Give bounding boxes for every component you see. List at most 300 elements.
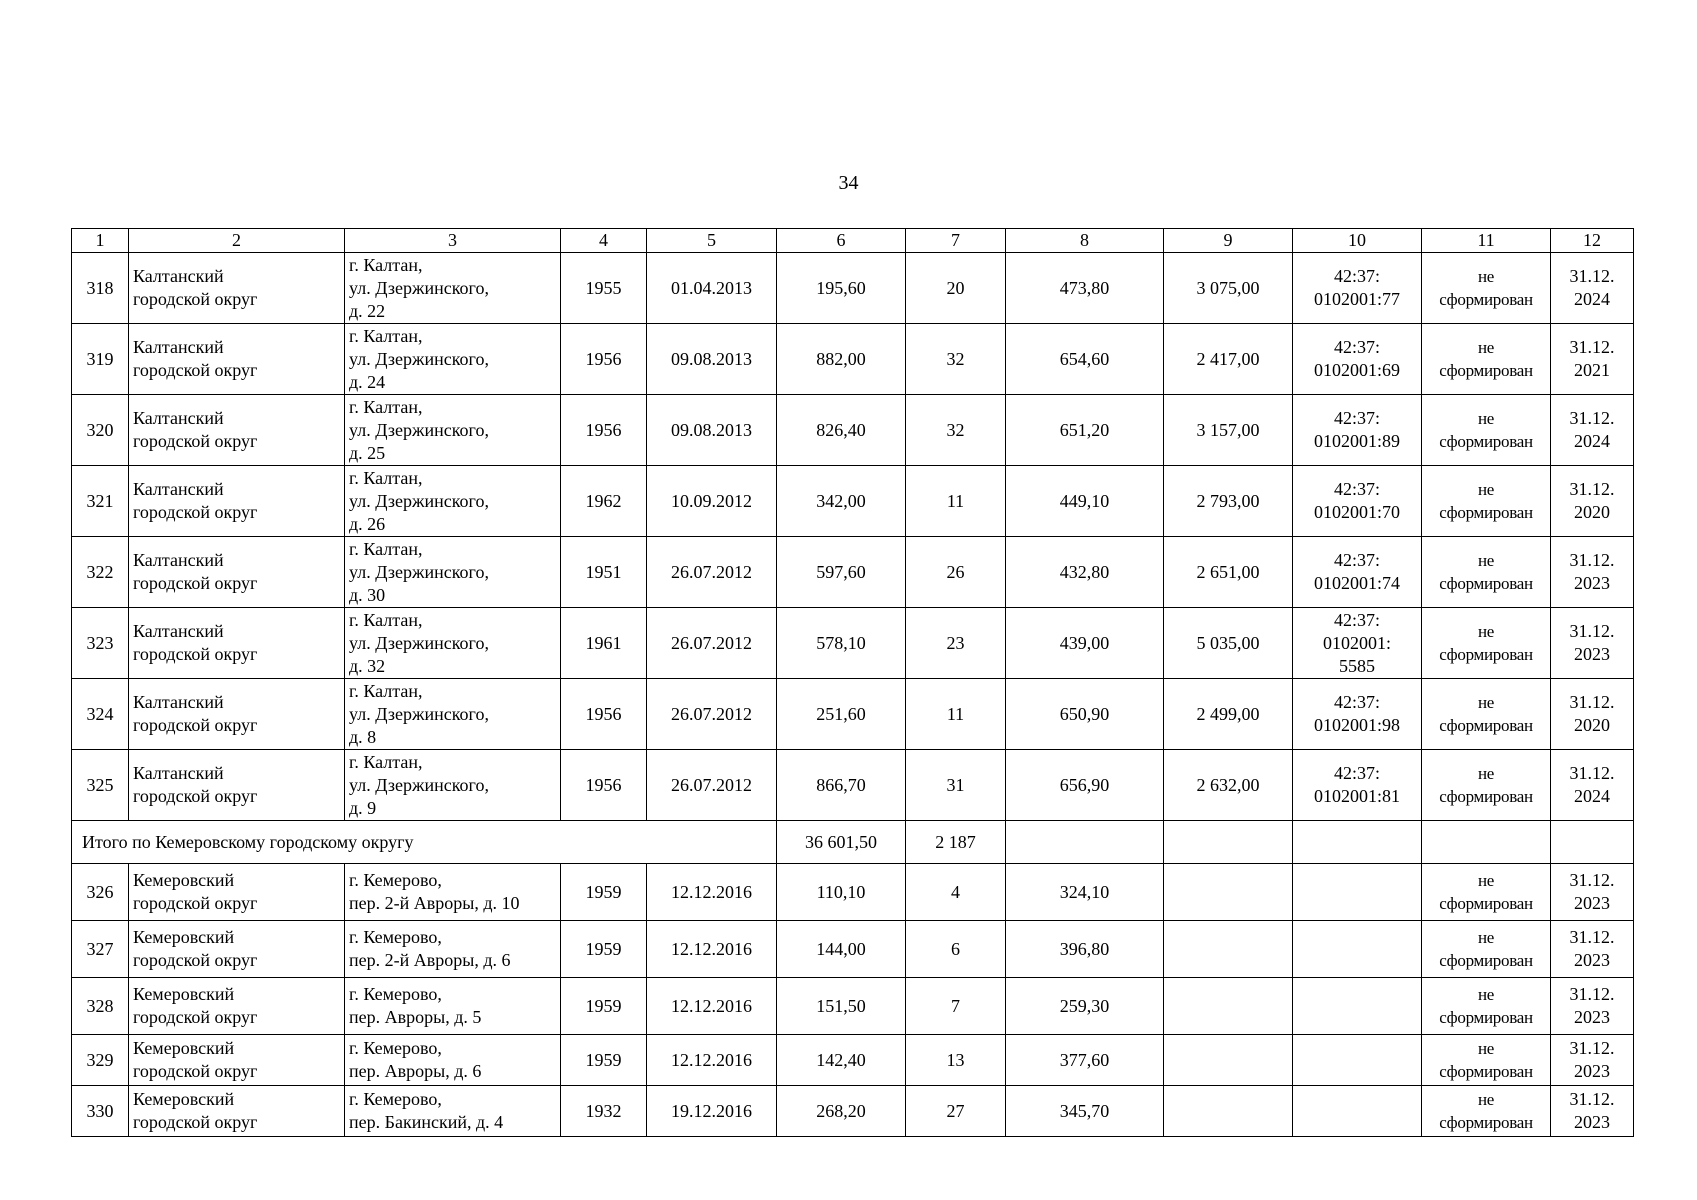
- land-status-cell: [1422, 466, 1551, 537]
- cadastral-number-cell: [1293, 978, 1422, 1035]
- land-status-cell: [1422, 750, 1551, 821]
- table-row: [72, 324, 1634, 395]
- deadline-cell-line: 2023: [1574, 950, 1610, 970]
- land-area-cell: 324,10: [1006, 864, 1164, 921]
- land-area-cell: 377,60: [1006, 1035, 1164, 1086]
- land-area-cell: 651,20: [1006, 395, 1164, 466]
- cadastral-number-cell-line: 0102001:70: [1313, 502, 1400, 522]
- area-cell: 826,40: [777, 395, 906, 466]
- land-status-cell-line: не: [1477, 1090, 1495, 1109]
- year-built-cell: 1955: [561, 253, 647, 324]
- deadline-cell-line: 2024: [1574, 289, 1610, 309]
- municipality-cell-line: Калтанский: [133, 408, 224, 428]
- land-status-cell-line: не: [1477, 622, 1495, 641]
- municipality-cell-line: городской округ: [133, 786, 258, 806]
- column-header: 3: [345, 229, 561, 253]
- area-cell: 151,50: [777, 978, 906, 1035]
- land-status-cell: [1422, 1086, 1551, 1137]
- area-cell: 882,00: [777, 324, 906, 395]
- address-cell-line: д. 9: [349, 797, 377, 818]
- housing-register-table: [71, 228, 1634, 1137]
- municipality-cell: [129, 750, 345, 821]
- land-area-cell: 473,80: [1006, 253, 1164, 324]
- municipality-cell: [129, 608, 345, 679]
- municipality-cell-line: Калтанский: [133, 763, 224, 783]
- total-residents: 2 187: [906, 821, 1006, 864]
- deadline-cell-line: 2024: [1574, 786, 1610, 806]
- deadline-cell-line: 31.12.: [1569, 870, 1615, 890]
- cadastral-number-cell-line: 42:37:: [1333, 692, 1380, 712]
- deadline-cell: [1551, 679, 1634, 750]
- address-cell-line: г. Калтан,: [349, 751, 423, 772]
- row-number: 320: [72, 395, 129, 466]
- deadline-cell-line: 31.12.: [1569, 337, 1615, 357]
- municipality-cell-line: Кемеровский: [133, 1038, 235, 1058]
- address-cell-line: д. 30: [349, 584, 386, 605]
- table-row: [72, 537, 1634, 608]
- municipality-cell-line: городской округ: [133, 289, 258, 309]
- table-row: [72, 679, 1634, 750]
- municipality-cell-line: городской округ: [133, 360, 258, 380]
- residents-cell: 4: [906, 864, 1006, 921]
- land-status-cell-line: сформирован: [1439, 894, 1533, 913]
- column-header: 6: [777, 229, 906, 253]
- row-number: 329: [72, 1035, 129, 1086]
- land-status-cell-line: не: [1477, 409, 1495, 428]
- municipality-cell: [129, 978, 345, 1035]
- municipality-cell: [129, 679, 345, 750]
- cadastral-number-cell-line: 42:37:: [1333, 479, 1380, 499]
- area-cell: 342,00: [777, 466, 906, 537]
- land-status-cell-line: не: [1477, 551, 1495, 570]
- land-status-cell-line: не: [1477, 928, 1495, 947]
- municipality-cell-line: городской округ: [133, 573, 258, 593]
- empty-cell: [1551, 821, 1634, 864]
- address-cell-line: г. Калтан,: [349, 254, 423, 275]
- land-status-cell-line: сформирован: [1439, 361, 1533, 380]
- cadastral-number-cell: [1293, 750, 1422, 821]
- cadastral-number-cell-line: 0102001:89: [1313, 431, 1400, 451]
- address-cell-line: ул. Дзержинского,: [349, 277, 489, 298]
- date-cell: 12.12.2016: [647, 864, 777, 921]
- cadastral-number-cell-line: 5585: [1339, 655, 1375, 676]
- municipality-cell-line: Калтанский: [133, 621, 224, 641]
- municipality-cell-line: городской округ: [133, 644, 258, 664]
- cadastral-number-cell-line: 42:37:: [1333, 266, 1380, 286]
- deadline-cell: [1551, 395, 1634, 466]
- year-built-cell: 1932: [561, 1086, 647, 1137]
- address-cell: [345, 395, 561, 466]
- municipality-cell-line: городской округ: [133, 431, 258, 451]
- year-built-cell: 1959: [561, 1035, 647, 1086]
- deadline-cell-line: 2023: [1574, 1112, 1610, 1132]
- land-status-cell-line: сформирован: [1439, 290, 1533, 309]
- address-cell: [345, 466, 561, 537]
- deadline-cell-line: 2023: [1574, 573, 1610, 593]
- column-number-row: [72, 229, 1634, 253]
- address-cell-line: г. Калтан,: [349, 538, 423, 559]
- area-cell: 142,40: [777, 1035, 906, 1086]
- total-area: 36 601,50: [777, 821, 906, 864]
- column-header: 4: [561, 229, 647, 253]
- table-row: [72, 921, 1634, 978]
- deadline-cell: [1551, 537, 1634, 608]
- cost-cell: 5 035,00: [1164, 608, 1293, 679]
- year-built-cell: 1956: [561, 750, 647, 821]
- address-cell-line: г. Кемерово,: [349, 1038, 442, 1058]
- row-number: 330: [72, 1086, 129, 1137]
- area-cell: 195,60: [777, 253, 906, 324]
- cadastral-number-cell: [1293, 608, 1422, 679]
- date-cell: 10.09.2012: [647, 466, 777, 537]
- cadastral-number-cell: [1293, 864, 1422, 921]
- address-cell-line: г. Кемерово,: [349, 1089, 442, 1109]
- deadline-cell-line: 31.12.: [1569, 479, 1615, 499]
- address-cell-line: г. Кемерово,: [349, 984, 442, 1004]
- empty-cell: [1293, 821, 1422, 864]
- row-number: 318: [72, 253, 129, 324]
- cost-cell: [1164, 1035, 1293, 1086]
- deadline-cell: [1551, 750, 1634, 821]
- address-cell: [345, 1086, 561, 1137]
- cadastral-number-cell: [1293, 679, 1422, 750]
- date-cell: 26.07.2012: [647, 679, 777, 750]
- residents-cell: 23: [906, 608, 1006, 679]
- cost-cell: 2 632,00: [1164, 750, 1293, 821]
- address-cell-line: ул. Дзержинского,: [349, 632, 489, 653]
- table-row: [72, 253, 1634, 324]
- residents-cell: 32: [906, 395, 1006, 466]
- address-cell-line: г. Кемерово,: [349, 870, 442, 890]
- area-cell: 251,60: [777, 679, 906, 750]
- date-cell: 09.08.2013: [647, 395, 777, 466]
- municipality-cell: [129, 253, 345, 324]
- year-built-cell: 1956: [561, 395, 647, 466]
- land-area-cell: 345,70: [1006, 1086, 1164, 1137]
- deadline-cell-line: 2021: [1574, 360, 1610, 380]
- address-cell: [345, 1035, 561, 1086]
- table-row: [72, 978, 1634, 1035]
- cost-cell: 3 075,00: [1164, 253, 1293, 324]
- date-cell: 01.04.2013: [647, 253, 777, 324]
- cadastral-number-cell: [1293, 395, 1422, 466]
- cadastral-number-cell-line: 42:37:: [1333, 763, 1380, 783]
- municipality-cell: [129, 1035, 345, 1086]
- address-cell-line: г. Калтан,: [349, 609, 423, 630]
- table-row: [72, 395, 1634, 466]
- land-status-cell-line: не: [1477, 1039, 1495, 1058]
- cadastral-number-cell: [1293, 921, 1422, 978]
- land-status-cell-line: не: [1477, 985, 1495, 1004]
- land-status-cell-line: сформирован: [1439, 1008, 1533, 1027]
- municipality-cell: [129, 395, 345, 466]
- year-built-cell: 1956: [561, 679, 647, 750]
- address-cell: [345, 921, 561, 978]
- area-cell: 110,10: [777, 864, 906, 921]
- municipality-cell: [129, 921, 345, 978]
- deadline-cell-line: 31.12.: [1569, 408, 1615, 428]
- deadline-cell-line: 31.12.: [1569, 763, 1615, 783]
- row-number: 327: [72, 921, 129, 978]
- cadastral-number-cell-line: 42:37:: [1333, 550, 1380, 570]
- land-area-cell: 432,80: [1006, 537, 1164, 608]
- year-built-cell: 1959: [561, 978, 647, 1035]
- land-status-cell-line: не: [1477, 480, 1495, 499]
- table-row: [72, 608, 1634, 679]
- table-row: [72, 1086, 1634, 1137]
- cadastral-number-cell: [1293, 1086, 1422, 1137]
- deadline-cell-line: 31.12.: [1569, 266, 1615, 286]
- row-number: 321: [72, 466, 129, 537]
- address-cell-line: д. 25: [349, 442, 386, 463]
- deadline-cell: [1551, 978, 1634, 1035]
- address-cell-line: г. Калтан,: [349, 467, 423, 488]
- cadastral-number-cell: [1293, 253, 1422, 324]
- land-status-cell-line: сформирован: [1439, 951, 1533, 970]
- deadline-cell: [1551, 324, 1634, 395]
- empty-cell: [1006, 821, 1164, 864]
- area-cell: 866,70: [777, 750, 906, 821]
- land-status-cell: [1422, 537, 1551, 608]
- municipality-cell: [129, 466, 345, 537]
- table-row: [72, 466, 1634, 537]
- total-row: [72, 821, 1634, 864]
- year-built-cell: 1951: [561, 537, 647, 608]
- address-cell-line: ул. Дзержинского,: [349, 419, 489, 440]
- deadline-cell: [1551, 1086, 1634, 1137]
- total-label: Итого по Кемеровскому городскому округу: [72, 821, 777, 864]
- date-cell: 12.12.2016: [647, 978, 777, 1035]
- municipality-cell-line: Калтанский: [133, 692, 224, 712]
- land-status-cell-line: сформирован: [1439, 1113, 1533, 1132]
- cadastral-number-cell-line: 0102001:77: [1313, 289, 1400, 309]
- column-header: 9: [1164, 229, 1293, 253]
- deadline-cell-line: 31.12.: [1569, 984, 1615, 1004]
- municipality-cell-line: Кемеровский: [133, 1089, 235, 1109]
- row-number: 323: [72, 608, 129, 679]
- deadline-cell-line: 31.12.: [1569, 1038, 1615, 1058]
- cadastral-number-cell: [1293, 466, 1422, 537]
- land-status-cell-line: не: [1477, 871, 1495, 890]
- address-cell-line: д. 32: [349, 655, 386, 676]
- address-cell: [345, 324, 561, 395]
- cadastral-number-cell: [1293, 324, 1422, 395]
- address-cell: [345, 750, 561, 821]
- residents-cell: 6: [906, 921, 1006, 978]
- land-status-cell: [1422, 324, 1551, 395]
- address-cell-line: пер. Бакинский, д. 4: [349, 1112, 504, 1132]
- row-number: 322: [72, 537, 129, 608]
- municipality-cell-line: городской округ: [133, 893, 258, 913]
- row-number: 324: [72, 679, 129, 750]
- address-cell: [345, 864, 561, 921]
- cadastral-number-cell-line: 0102001:: [1322, 632, 1391, 653]
- cadastral-number-cell-line: 42:37:: [1333, 609, 1380, 630]
- land-status-cell-line: сформирован: [1439, 503, 1533, 522]
- address-cell-line: ул. Дзержинского,: [349, 774, 489, 795]
- address-cell-line: г. Калтан,: [349, 396, 423, 417]
- land-status-cell: [1422, 864, 1551, 921]
- deadline-cell-line: 31.12.: [1569, 927, 1615, 947]
- year-built-cell: 1962: [561, 466, 647, 537]
- area-cell: 578,10: [777, 608, 906, 679]
- land-status-cell-line: не: [1477, 764, 1495, 783]
- address-cell: [345, 537, 561, 608]
- land-area-cell: 439,00: [1006, 608, 1164, 679]
- cadastral-number-cell: [1293, 1035, 1422, 1086]
- address-cell-line: г. Калтан,: [349, 325, 423, 346]
- residents-cell: 32: [906, 324, 1006, 395]
- deadline-cell: [1551, 253, 1634, 324]
- area-cell: 144,00: [777, 921, 906, 978]
- cost-cell: 2 499,00: [1164, 679, 1293, 750]
- land-status-cell-line: сформирован: [1439, 432, 1533, 451]
- row-number: 325: [72, 750, 129, 821]
- municipality-cell: [129, 864, 345, 921]
- land-status-cell-line: не: [1477, 338, 1495, 357]
- municipality-cell: [129, 1086, 345, 1137]
- residents-cell: 27: [906, 1086, 1006, 1137]
- column-header: 10: [1293, 229, 1422, 253]
- land-status-cell-line: сформирован: [1439, 787, 1533, 806]
- residents-cell: 20: [906, 253, 1006, 324]
- deadline-cell-line: 2023: [1574, 1007, 1610, 1027]
- deadline-cell-line: 2020: [1574, 502, 1610, 522]
- cost-cell: 3 157,00: [1164, 395, 1293, 466]
- municipality-cell-line: городской округ: [133, 715, 258, 735]
- residents-cell: 11: [906, 679, 1006, 750]
- address-cell-line: ул. Дзержинского,: [349, 561, 489, 582]
- land-status-cell-line: не: [1477, 267, 1495, 286]
- date-cell: 12.12.2016: [647, 1035, 777, 1086]
- kemerovo-rows: [72, 864, 1634, 1137]
- column-header: 5: [647, 229, 777, 253]
- residents-cell: 11: [906, 466, 1006, 537]
- land-status-cell: [1422, 253, 1551, 324]
- deadline-cell: [1551, 864, 1634, 921]
- municipality-cell-line: городской округ: [133, 1061, 258, 1081]
- cadastral-number-cell-line: 42:37:: [1333, 408, 1380, 428]
- municipality-cell-line: городской округ: [133, 1112, 258, 1132]
- table-row: [72, 750, 1634, 821]
- date-cell: 26.07.2012: [647, 537, 777, 608]
- address-cell: [345, 978, 561, 1035]
- table-row: [72, 864, 1634, 921]
- municipality-cell-line: городской округ: [133, 502, 258, 522]
- municipality-cell-line: Кемеровский: [133, 984, 235, 1004]
- column-header: 1: [72, 229, 129, 253]
- cadastral-number-cell-line: 42:37:: [1333, 337, 1380, 357]
- cadastral-number-cell-line: 0102001:74: [1313, 573, 1400, 593]
- land-status-cell-line: сформирован: [1439, 574, 1533, 593]
- land-status-cell-line: не: [1477, 693, 1495, 712]
- municipality-cell: [129, 537, 345, 608]
- municipality-cell-line: Калтанский: [133, 550, 224, 570]
- column-header: 7: [906, 229, 1006, 253]
- deadline-cell-line: 31.12.: [1569, 621, 1615, 641]
- address-cell-line: д. 24: [349, 371, 386, 392]
- deadline-cell-line: 2023: [1574, 1061, 1610, 1081]
- deadline-cell: [1551, 466, 1634, 537]
- empty-cell: [1164, 821, 1293, 864]
- municipality-cell-line: городской округ: [133, 1007, 258, 1027]
- residents-cell: 7: [906, 978, 1006, 1035]
- residents-cell: 13: [906, 1035, 1006, 1086]
- municipality-cell-line: городской округ: [133, 950, 258, 970]
- land-status-cell-line: сформирован: [1439, 645, 1533, 664]
- deadline-cell: [1551, 1035, 1634, 1086]
- year-built-cell: 1959: [561, 921, 647, 978]
- deadline-cell-line: 2020: [1574, 715, 1610, 735]
- cost-cell: [1164, 1086, 1293, 1137]
- address-cell-line: пер. Авроры, д. 6: [349, 1061, 482, 1081]
- cadastral-number-cell-line: 0102001:81: [1313, 786, 1400, 806]
- address-cell-line: г. Калтан,: [349, 680, 423, 701]
- deadline-cell: [1551, 921, 1634, 978]
- column-header: 11: [1422, 229, 1551, 253]
- address-cell-line: д. 8: [349, 726, 377, 747]
- municipality-cell: [129, 324, 345, 395]
- deadline-cell-line: 2023: [1574, 644, 1610, 664]
- address-cell-line: пер. 2-й Авроры, д. 10: [349, 893, 520, 913]
- land-status-cell: [1422, 921, 1551, 978]
- residents-cell: 31: [906, 750, 1006, 821]
- address-cell-line: ул. Дзержинского,: [349, 490, 489, 511]
- land-area-cell: 654,60: [1006, 324, 1164, 395]
- area-cell: 597,60: [777, 537, 906, 608]
- row-number: 319: [72, 324, 129, 395]
- year-built-cell: 1961: [561, 608, 647, 679]
- date-cell: 12.12.2016: [647, 921, 777, 978]
- column-header: 8: [1006, 229, 1164, 253]
- page-number: 34: [838, 172, 859, 194]
- deadline-cell: [1551, 608, 1634, 679]
- row-number: 328: [72, 978, 129, 1035]
- address-cell-line: г. Кемерово,: [349, 927, 442, 947]
- column-header: 12: [1551, 229, 1634, 253]
- address-cell: [345, 253, 561, 324]
- land-status-cell-line: сформирован: [1439, 1062, 1533, 1081]
- deadline-cell-line: 2023: [1574, 893, 1610, 913]
- cost-cell: 2 651,00: [1164, 537, 1293, 608]
- land-status-cell-line: сформирован: [1439, 716, 1533, 735]
- year-built-cell: 1959: [561, 864, 647, 921]
- row-number: 326: [72, 864, 129, 921]
- cost-cell: [1164, 978, 1293, 1035]
- total-section: [72, 821, 1634, 864]
- land-status-cell: [1422, 679, 1551, 750]
- cadastral-number-cell-line: 0102001:98: [1313, 715, 1400, 735]
- address-cell-line: пер. Авроры, д. 5: [349, 1007, 482, 1027]
- date-cell: 19.12.2016: [647, 1086, 777, 1137]
- municipality-cell-line: Калтанский: [133, 479, 224, 499]
- land-area-cell: 449,10: [1006, 466, 1164, 537]
- date-cell: 26.07.2012: [647, 750, 777, 821]
- municipality-cell-line: Кемеровский: [133, 870, 235, 890]
- address-cell-line: д. 22: [349, 300, 386, 321]
- address-cell: [345, 679, 561, 750]
- municipality-cell-line: Калтанский: [133, 337, 224, 357]
- land-area-cell: 396,80: [1006, 921, 1164, 978]
- deadline-cell-line: 31.12.: [1569, 1089, 1615, 1109]
- municipality-cell-line: Кемеровский: [133, 927, 235, 947]
- land-status-cell: [1422, 608, 1551, 679]
- address-cell-line: д. 26: [349, 513, 386, 534]
- residents-cell: 26: [906, 537, 1006, 608]
- address-cell-line: ул. Дзержинского,: [349, 348, 489, 369]
- land-status-cell: [1422, 1035, 1551, 1086]
- empty-cell: [1422, 821, 1551, 864]
